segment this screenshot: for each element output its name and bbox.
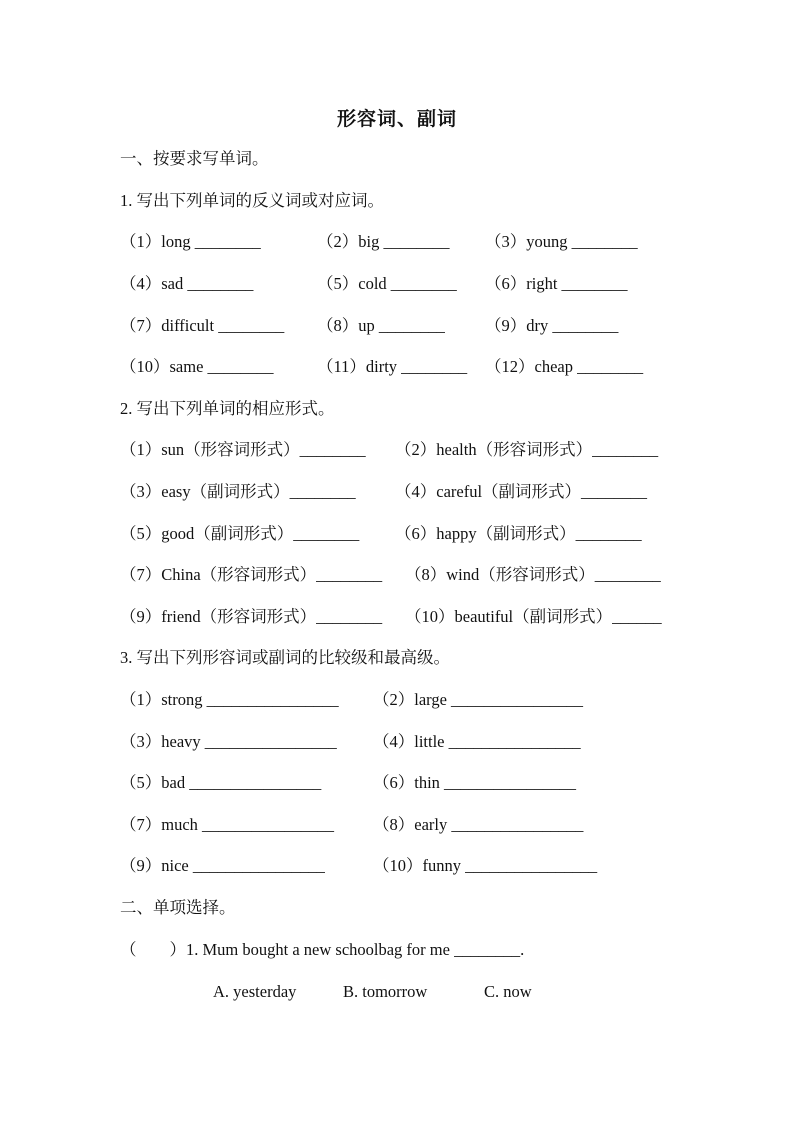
- s2-item-3: （3）easy（副词形式）________: [120, 482, 356, 501]
- s1-item-2: （2）big ________: [317, 232, 450, 251]
- s2-item-4: （4）careful（副词形式）________: [395, 482, 648, 501]
- s2-item-1: （1）sun（形容词形式）________: [120, 440, 366, 459]
- s3-item-10: （10）funny ________________: [373, 856, 598, 875]
- s3-item-7: （7）much ________________: [120, 815, 335, 834]
- part1-heading: 一、按要求写单词。: [120, 149, 269, 168]
- s1-item-1: （1）long ________: [120, 232, 261, 251]
- s1-item-10: （10）same ________: [120, 357, 274, 376]
- s1-item-7: （7）difficult ________: [120, 316, 285, 335]
- s1-item-11: （11）dirty ________: [317, 357, 468, 376]
- page-title: 形容词、副词: [336, 109, 457, 130]
- part2-heading: 二、单项选择。: [120, 898, 236, 917]
- s3-item-5: （5）bad ________________: [120, 773, 322, 792]
- section1-heading: 1. 写出下列单词的反义词或对应词。: [120, 191, 384, 210]
- s1-item-12: （12）cheap ________: [485, 357, 644, 376]
- question1-option-a: A. yesterday: [213, 982, 297, 1001]
- s1-item-5: （5）cold ________: [317, 274, 457, 293]
- s2-item-7: （7）China（形容词形式）________: [120, 565, 383, 584]
- s2-item-9: （9）friend（形容词形式）________: [120, 607, 383, 626]
- s1-item-8: （8）up ________: [317, 316, 445, 335]
- s2-item-2: （2）health（形容词形式）________: [395, 440, 659, 459]
- question1-option-b: B. tomorrow: [343, 982, 428, 1001]
- s2-item-6: （6）happy（副词形式）________: [395, 524, 642, 543]
- s3-item-6: （6）thin ________________: [373, 773, 577, 792]
- s3-item-4: （4）little ________________: [373, 732, 581, 751]
- s1-item-3: （3）young ________: [485, 232, 638, 251]
- s3-item-3: （3）heavy ________________: [120, 732, 337, 751]
- s2-item-5: （5）good（副词形式）________: [120, 524, 360, 543]
- s3-item-8: （8）early ________________: [373, 815, 584, 834]
- s1-item-4: （4）sad ________: [120, 274, 254, 293]
- question1-option-c: C. now: [484, 982, 532, 1001]
- s3-item-1: （1）strong ________________: [120, 690, 339, 709]
- s2-item-8: （8）wind（形容词形式）________: [405, 565, 661, 584]
- s3-item-9: （9）nice ________________: [120, 856, 325, 875]
- s1-item-9: （9）dry ________: [485, 316, 619, 335]
- section3-heading: 3. 写出下列形容词或副词的比较级和最高级。: [120, 648, 450, 667]
- s2-item-10: （10）beautiful（副词形式）______: [405, 607, 662, 626]
- s3-item-2: （2）large ________________: [373, 690, 584, 709]
- section2-heading: 2. 写出下列单词的相应形式。: [120, 399, 335, 418]
- question1-stem: （ ）1. Mum bought a new schoolbag for me ________.: [120, 940, 525, 959]
- s1-item-6: （6）right ________: [485, 274, 628, 293]
